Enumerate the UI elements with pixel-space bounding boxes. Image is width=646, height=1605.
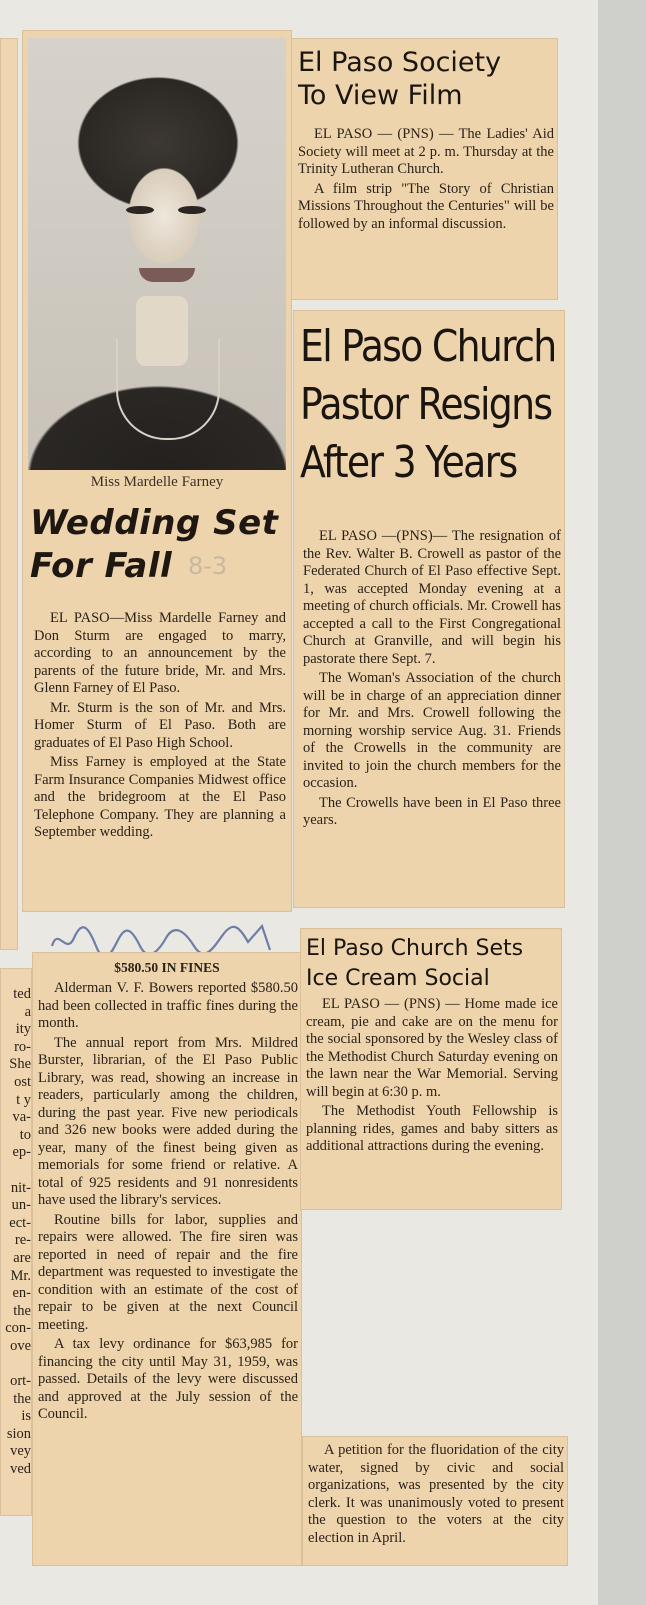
left-fragment-text: ted xyxy=(13,986,31,1002)
wedding-paragraph: Mr. Sturm is the son of Mr. and Mrs. Homer Sturm of El Paso. Both are graduates of El Paso High School. xyxy=(34,699,286,751)
left-fragment-text: to xyxy=(19,1126,31,1143)
society-film-headline-line2: To View Film xyxy=(298,80,463,111)
left-fragment-text: She xyxy=(9,1056,31,1073)
wedding-paragraph: EL PASO—Miss Mardelle Farney and Don Sturm are engaged to marry, according to an announcement by the parents of the future bride, Mr. and Mrs. Glenn Farney of El Paso. xyxy=(34,610,286,696)
left-fragment-text: en- xyxy=(12,1285,31,1302)
ice-cream-headline xyxy=(306,934,560,994)
left-fragment-text: Mr. xyxy=(10,1267,31,1284)
portrait-pearl-necklace xyxy=(116,338,220,440)
society-film-paragraph: EL PASO — (PNS) — The Ladies' Aid Society will meet at 2 p. m. Thursday at the Trinity Lutheran Church. xyxy=(298,126,554,177)
left-fragment-text xyxy=(0,1355,31,1373)
left-fragment-text: re- xyxy=(14,1232,31,1249)
fines-headline: $580.50 IN FINES xyxy=(114,960,220,975)
left-fragment-text: ort- xyxy=(10,1373,31,1390)
left-fragment-text: t y xyxy=(16,1091,31,1108)
left-fragment-text: a xyxy=(24,1003,31,1020)
left-edge-fragments xyxy=(0,986,31,1479)
pastor-headline-line3: After 3 Years xyxy=(300,437,517,488)
left-fragment-text xyxy=(0,1162,31,1180)
ice-cream-paragraph: The Methodist Youth Fellowship is planning rides, games and baby sitters as additional attractions during the evening. xyxy=(306,1103,558,1154)
left-fragment-text: the xyxy=(13,1390,31,1407)
left-fragment-text: ove xyxy=(10,1337,31,1354)
society-film-headline-line1: El Paso Society xyxy=(298,47,502,78)
wedding-paragraph: Miss Farney is employed at the State Farm Insurance Companies Midwest office and the bridegroom at the El Paso Telephone Company. They are planning a September wedding. xyxy=(34,754,286,840)
ice-cream-body xyxy=(306,996,558,1156)
pastor-headline xyxy=(300,318,562,492)
wedding-date-mark: 8-3 xyxy=(188,552,228,580)
ice-cream-headline-line2: Ice Cream Social xyxy=(306,966,490,991)
pastor-headline-line2: Pastor Resigns xyxy=(300,379,552,430)
left-fragment-text: ep- xyxy=(12,1144,31,1161)
left-fragment-text: is xyxy=(21,1408,31,1425)
photo-caption: Miss Mardelle Farney xyxy=(90,474,224,490)
ice-cream-headline-line1: El Paso Church Sets xyxy=(306,936,524,961)
portrait-eye-left xyxy=(126,206,154,214)
portrait-photo xyxy=(28,38,286,470)
pastor-paragraph: EL PASO —(PNS)— The resignation of the Rev. Walter B. Crowell as pastor of the Federated Church of El Paso effective Sept. 1, was accepted Monday evening at a meeting of church officials. Mr. Crowell has accepted a call to the First Congregational Church at Granville, and will begin his pastorate there Sept. 7. xyxy=(303,528,561,667)
ice-cream-paragraph: EL PASO — (PNS) — Home made ice cream, pie and cake are on the menu for the social sponsored by the Wesley class of the Methodist Church Saturday evening on the lawn near the War Memorial. Serving will begin at 6:30 p. m. xyxy=(306,996,558,1100)
wedding-body xyxy=(34,610,286,842)
left-fragment-text: con- xyxy=(5,1320,31,1337)
fines-paragraph: The annual report from Mrs. Mildred Burster, librarian, of the El Paso Public Library, was read, showing an increase in readers, particularly among the children, during the past year. Five new periodicals and 326 new books were added during the year, many of the finest being given as memorials for some friend or relative. A total of 925 residents and 91 nonresidents have used the library's services. xyxy=(38,1034,298,1208)
fines-paragraph: A tax levy ordinance for $63,985 for financing the city until May 31, 1959, was passed. Details of the levy were discussed and approved at the July session of the Council. xyxy=(38,1336,298,1422)
left-fragment-text: ost xyxy=(14,1073,31,1090)
left-fragment-text: ity xyxy=(15,1021,31,1038)
left-fragment-text: are xyxy=(13,1249,31,1266)
pastor-paragraph: The Woman's Association of the church will be in charge of an appreciation dinner for Mr. and Mrs. Crowell following the morning worship service Aug. 31. Friends of the Crowells in the community are invited to join the church members for the occasion. xyxy=(303,670,561,791)
wedding-headline-line1: Wedding Set xyxy=(30,503,279,543)
wedding-headline-line2-row xyxy=(30,544,290,588)
society-film-body xyxy=(298,126,554,233)
pastor-headline-line1: El Paso Church xyxy=(300,321,556,372)
fines-paragraph: Alderman V. F. Bowers reported $580.50 had been collected in traffic fines during the month. xyxy=(38,980,298,1031)
society-film-headline xyxy=(298,46,554,112)
left-edge-clipping-top xyxy=(0,38,18,950)
fines-paragraph: Routine bills for labor, supplies and repairs were allowed. The fire siren was reported in need of repair and the fire department was requested to investigate the condition with an estimate of the cost of repair to be given at the next Council meeting. xyxy=(38,1211,298,1333)
left-fragment-text: ro- xyxy=(14,1038,31,1055)
wedding-headline-line2: For Fall xyxy=(30,546,173,586)
left-fragment-text: va- xyxy=(12,1109,31,1126)
portrait-mouth xyxy=(139,268,195,282)
left-fragment-text: nit- xyxy=(10,1179,31,1196)
wedding-headline xyxy=(30,502,290,588)
pastor-paragraph: The Crowells have been in El Paso three years. xyxy=(303,794,561,828)
left-fragment-text: ved xyxy=(10,1461,31,1478)
left-fragment-text: sion xyxy=(6,1425,31,1442)
fluoridation-body: A petition for the fluoridation of the city water, signed by civic and social organizations, was presented by the city clerk. It was unanimously voted to present the question to the voters at the city election in April. xyxy=(308,1442,564,1546)
left-fragment-text: vey xyxy=(10,1443,31,1460)
portrait-eye-right xyxy=(178,206,206,214)
left-fragment-text: the xyxy=(13,1302,31,1319)
left-fragment-text: ect- xyxy=(9,1214,31,1231)
pastor-body xyxy=(303,528,561,830)
fines-body xyxy=(38,980,298,1424)
society-film-paragraph: A film strip "The Story of Christian Missions Throughout the Centuries" will be followed by an informal discussion. xyxy=(298,180,554,232)
left-fragment-text: un- xyxy=(11,1197,31,1214)
